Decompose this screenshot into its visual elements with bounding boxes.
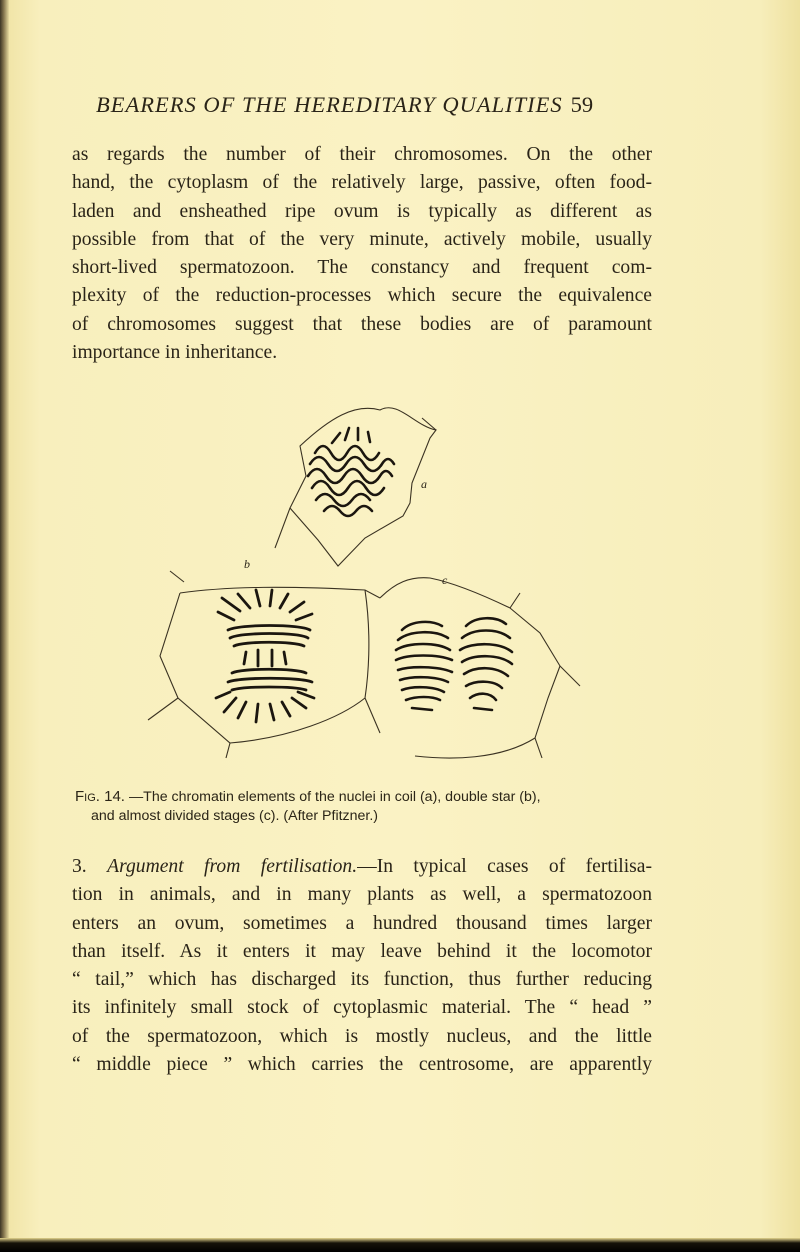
figure-caption <box>75 787 660 826</box>
text-line: “ middle piece ” which carries the centrosome, are apparently <box>72 1054 652 1076</box>
text-line: than itself. As it enters it may leave behind it the locomotor <box>72 940 652 962</box>
text-line: possible from that of the very minute, actively mobile, usually <box>72 228 652 250</box>
divided-stage-c <box>396 618 512 710</box>
label-a: a <box>421 477 427 491</box>
text-line: plexity of the reduction-processes which secure the equivalence <box>72 285 652 307</box>
figure-14-illustration <box>140 398 600 793</box>
text-line: importance in inheritance. <box>72 342 278 364</box>
text-line: laden and ensheathed ripe ovum is typically as different as <box>72 200 652 222</box>
double-star-b <box>216 590 314 722</box>
text-line: its infinitely small stock of cytoplasmic material. The “ head ” <box>72 997 652 1019</box>
cell-a-outline <box>275 408 436 566</box>
paragraph-1 <box>72 141 652 367</box>
chromatin-coil-a <box>308 428 394 516</box>
text-line: of chromosomes suggest that these bodies are of paramount <box>72 313 652 335</box>
text-line: —In typical cases of fertilisa- <box>357 856 652 877</box>
text-line: tion in animals, and in many plants as well, a spermatozoon <box>72 884 652 906</box>
caption-text-line-1: —The chromatin elements of the nuclei in coil (a), double star (b), <box>128 789 541 805</box>
book-spine-shadow <box>0 0 9 1252</box>
figure-label: Fig. 14. <box>75 788 125 805</box>
text-line: “ tail,” which has discharged its function, thus further reducing <box>72 969 652 991</box>
running-title: BEARERS OF THE HEREDITARY QUALITIES <box>96 92 563 117</box>
cell-c-outline <box>365 578 580 758</box>
page-number: 59 <box>570 92 594 117</box>
label-b: b <box>244 557 250 571</box>
text-line: as regards the number of their chromosomes. On the other <box>72 144 652 165</box>
section-heading: Argument from fertilisation. <box>107 856 358 877</box>
text-line: hand, the cytoplasm of the relatively large, passive, often food- <box>72 172 652 194</box>
label-c: c <box>442 573 448 587</box>
text-line: of the spermatozoon, which is mostly nucleus, and the little <box>72 1025 652 1047</box>
section-3-paragraph <box>72 853 652 1079</box>
running-head <box>96 92 696 118</box>
section-number: 3. <box>72 856 87 877</box>
page-bottom-edge <box>0 1238 800 1252</box>
text-line: enters an ovum, sometimes a hundred thousand times larger <box>72 912 652 934</box>
text-line: short-lived spermatozoon. The constancy and frequent com- <box>72 257 652 279</box>
caption-text-line-2: and almost divided stages (c). (After Pfitzner.) <box>91 808 379 824</box>
cell-b-outline <box>148 571 380 758</box>
